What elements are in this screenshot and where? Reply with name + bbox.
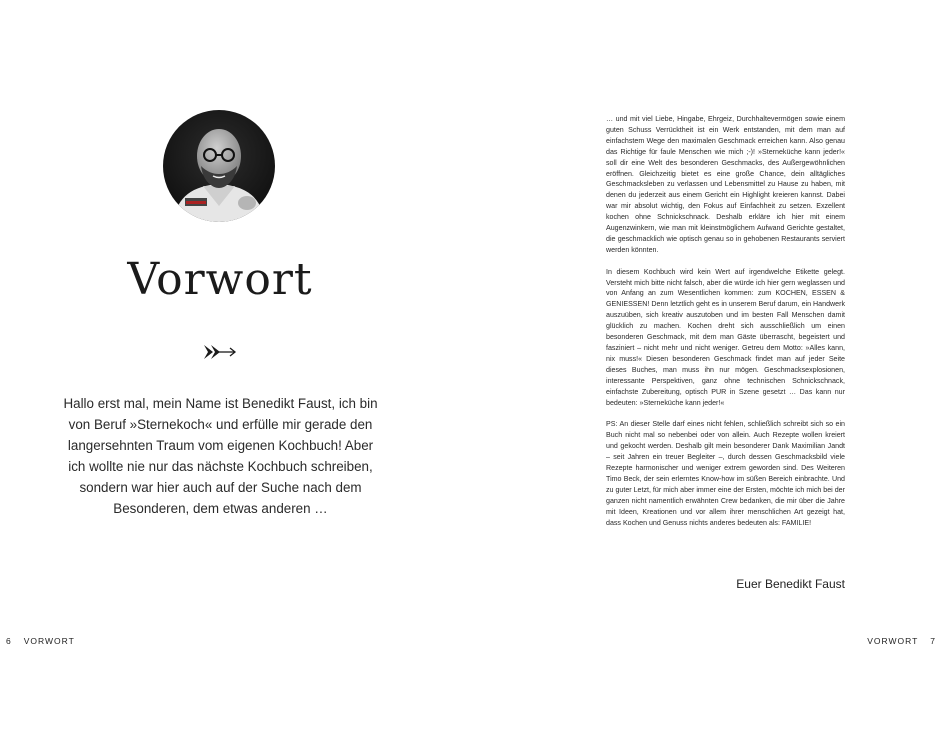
page-title: Vorwort	[127, 254, 313, 305]
page-number: 6	[6, 636, 12, 646]
paragraph: … und mit viel Liebe, Hingabe, Ehrgeiz, Durchhaltevermögen sowie einem guten Schuss Verrücktheit ist ein Werk entstanden, mit dem man auf einfachstem Wege den maximalen Geschmack erreichen kann. Also genau das Richtige für faule Menschen wie mich ;-)! »Sterneküche kann jeder!« soll dir eine Welt des besonderen Geschmacks, des Außergewöhnlichen eröffnen. Gleichzeitig bietet es eine große Chance, dein alltägliches Geschmacksleben zu verlassen und Lebensmittel zu Hause zu haben, mit denen du jederzeit aus einem Gericht ein Highlight kreieren kannst. Dabei war mir absolut wichtig, den Fokus auf Einfachheit zu setzen. Exzellent kochen ohne Schnickschnack. Deshalb erkläre ich hier mit einem Augenzwinkern, wie man mit kleinstmöglichem Aufwand Gerichte gestaltet, die geschmacklich wie optisch genau so in gehobenen Restaurants serviert werden könnten.	[606, 115, 845, 254]
paragraph: PS: An dieser Stelle darf eines nicht fehlen, schließlich schreibt sich so ein Buch nicht mal so nebenbei oder von allein. Auch Rezepte wollen kreiert und gekocht werden. Deshalb gilt mein besonderer Dank Maximilian Jandt – seit Jahren ein treuer Begleiter –, durch dessen Geschmacksbild viele Rezepte harmonischer und weniger extrem geworden sind. Des Weiteren Timo Beck, der sein erlerntes Know-how im süßen Bereich einbrachte. Und zu guter Letzt, für mich aber immer eine der Ersten, möchte ich mich bei der ganzen nicht namentlich erwähnten Crew bedanken, die mir über die Jahre mit Ideen, Kreationen und vor allem ihrer menschlichen Art gezeigt hat, dass Kochen und Genuss nichts anderes bedeuten als: FAMILIE!	[606, 420, 845, 527]
right-page	[472, 0, 944, 755]
folio-right	[867, 636, 936, 646]
page-number: 7	[930, 636, 936, 646]
intro-text: Hallo erst mal, mein Name ist Benedikt Faust, ich bin von Beruf »Sternekoch« und erfülle mir gerade den langersehnten Traum vom eigenen Kochbuch! Aber ich wollte nie nur das nächste Kochbuch schreiben, sondern war hier auch auf der Suche nach dem Besonderen, dem etwas anderen …	[63, 396, 378, 516]
body-text	[606, 114, 845, 539]
author-portrait	[163, 110, 275, 222]
author-portrait-image	[163, 110, 275, 222]
running-head: VORWORT	[23, 636, 75, 646]
folio-left	[6, 636, 75, 646]
signature: Euer Benedikt Faust	[736, 577, 845, 591]
arrow-ornament-icon	[203, 343, 237, 361]
running-head: VORWORT	[867, 636, 919, 646]
paragraph: In diesem Kochbuch wird kein Wert auf irgendwelche Etikette gelegt. Versteht mich bitte nicht falsch, aber die würde ich hier gern weglassen und von Anfang an zum Wesentlichen kommen: zum KOCHEN, ESSEN & GENIESSEN! Denn letztlich geht es in unserem Beruf darum, ein Handwerk auszuüben, sich kreativ auszutoben und im besten Fall Menschen damit glücklich zu machen. Kochen dreht sich ausschließlich um einen besonderen Geschmack, mit dem man Gäste überrascht, begeistert und fasziniert – nicht mehr und nicht weniger. Getreu dem Motto: »Alles kann, nix muss!« Diesen besonderen Geschmack findet man auf jeder Seite dieses Buches, man muss ihn nur mögen. Geschmacksexplosionen, interessante Perspektiven, ganz ohne technischen Schnickschnack, einfachste Zubereitung, optisch PUR in Szene gesetzt … Das kann nur bedeuten: »Sterneküche kann jeder!«	[606, 267, 845, 407]
